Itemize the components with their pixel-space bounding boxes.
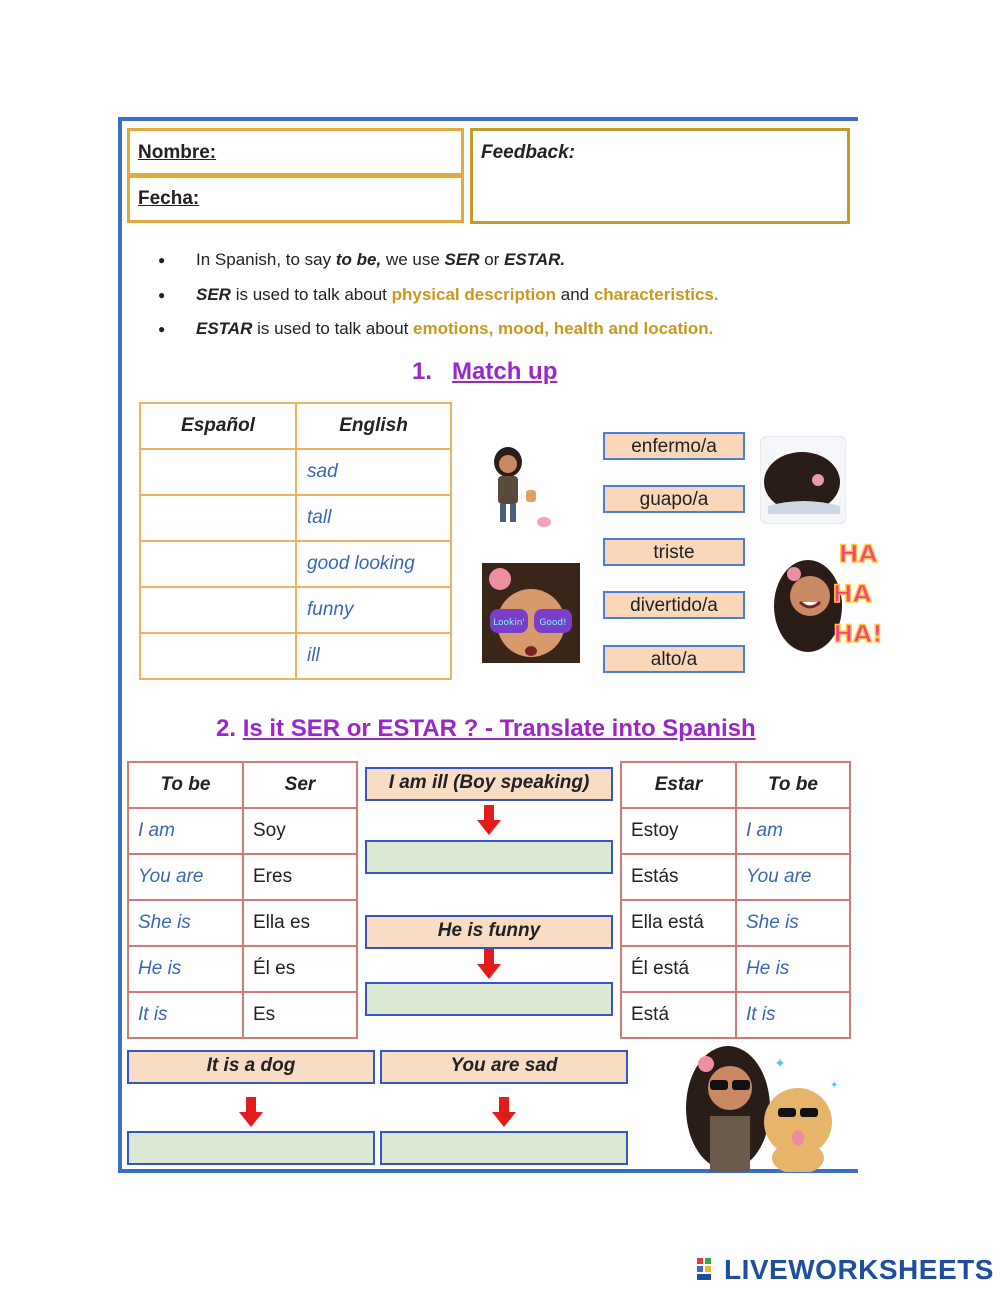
word-chip[interactable]: enfermo/a <box>603 432 745 460</box>
col-header-to-be: To be <box>128 762 243 808</box>
answer-cell[interactable] <box>140 449 296 495</box>
estar-form: Estás <box>621 854 736 900</box>
laughing-avatar-illustration <box>770 540 886 656</box>
answer-input-he-is-funny[interactable] <box>365 982 613 1016</box>
note-item: ● In Spanish, to say to be, we use SER or ESTAR. <box>158 243 719 278</box>
word-chip[interactable]: alto/a <box>603 645 745 673</box>
col-header-espanol: Español <box>140 403 296 449</box>
estar-form: Estoy <box>621 808 736 854</box>
ser-form: Soy <box>243 808 357 854</box>
english-word: funny <box>296 587 451 633</box>
estar-form: Él está <box>621 946 736 992</box>
down-arrow-icon <box>492 1097 516 1127</box>
english-pronoun: I am <box>736 808 850 854</box>
down-arrow-icon <box>477 805 501 835</box>
english-word: tall <box>296 495 451 541</box>
col-header-estar: Estar <box>621 762 736 808</box>
svg-text:Lookin': Lookin' <box>493 618 525 628</box>
word-chip[interactable]: guapo/a <box>603 485 745 513</box>
ser-form: Es <box>243 992 357 1038</box>
svg-text:✦: ✦ <box>774 1056 786 1072</box>
col-header-ser: Ser <box>243 762 357 808</box>
sick-avatar-illustration <box>486 440 558 530</box>
estar-table <box>620 761 851 1039</box>
note-item: ● SER is used to talk about physical description and characteristics. <box>158 278 719 313</box>
answer-cell[interactable] <box>140 495 296 541</box>
sleeping-avatar-illustration <box>760 436 846 524</box>
section2-title: 2. Is it SER or ESTAR ? - Translate into Spanish <box>216 715 756 742</box>
word-chip[interactable]: triste <box>603 538 745 566</box>
english-pronoun: She is <box>736 900 850 946</box>
match-table <box>139 402 452 680</box>
ser-form: Ella es <box>243 900 357 946</box>
english-word: good looking <box>296 541 451 587</box>
ser-form: Eres <box>243 854 357 900</box>
svg-text:HA: HA <box>832 580 872 608</box>
lookin-good-avatar-illustration <box>482 563 580 663</box>
svg-text:HA!: HA! <box>833 620 883 648</box>
answer-cell[interactable] <box>140 587 296 633</box>
english-pronoun: You are <box>128 854 243 900</box>
english-pronoun: She is <box>128 900 243 946</box>
svg-text:Good!: Good! <box>539 618 567 628</box>
answer-input-it-is-a-dog[interactable] <box>127 1131 375 1165</box>
answer-cell[interactable] <box>140 633 296 679</box>
english-word: ill <box>296 633 451 679</box>
svg-text:✦: ✦ <box>830 1080 839 1091</box>
col-header-english: English <box>296 403 451 449</box>
col-header-to-be: To be <box>736 762 850 808</box>
svg-text:HA: HA <box>838 540 878 568</box>
english-pronoun: It is <box>128 992 243 1038</box>
answer-input-i-am-ill[interactable] <box>365 840 613 874</box>
english-pronoun: You are <box>736 854 850 900</box>
answer-input-you-are-sad[interactable] <box>380 1131 628 1165</box>
ser-table <box>127 761 358 1039</box>
note-item: ● ESTAR is used to talk about emotions, mood, health and location. <box>158 312 719 347</box>
liveworksheets-logo-icon <box>697 1258 719 1282</box>
nombre-label: Nombre: <box>138 142 217 163</box>
liveworksheets-logo-text: LIVEWORKSHEETS <box>724 1254 994 1285</box>
ser-form: Él es <box>243 946 357 992</box>
english-pronoun: He is <box>128 946 243 992</box>
word-chip[interactable]: divertido/a <box>603 591 745 619</box>
answer-cell[interactable] <box>140 541 296 587</box>
english-pronoun: It is <box>736 992 850 1038</box>
prompt-it-is-a-dog: It is a dog <box>127 1050 375 1084</box>
feedback-label: Feedback: <box>481 142 575 163</box>
avatar-with-dog-illustration <box>680 1038 840 1172</box>
estar-form: Está <box>621 992 736 1038</box>
english-pronoun: He is <box>736 946 850 992</box>
section1-title: 1. Match up <box>412 358 558 385</box>
prompt-i-am-ill: I am ill (Boy speaking) <box>365 767 613 801</box>
english-pronoun: I am <box>128 808 243 854</box>
grammar-notes <box>158 243 719 347</box>
estar-form: Ella está <box>621 900 736 946</box>
english-word: sad <box>296 449 451 495</box>
down-arrow-icon <box>477 949 501 979</box>
prompt-he-is-funny: He is funny <box>365 915 613 949</box>
fecha-label: Fecha: <box>138 188 200 209</box>
down-arrow-icon <box>239 1097 263 1127</box>
prompt-you-are-sad: You are sad <box>380 1050 628 1084</box>
